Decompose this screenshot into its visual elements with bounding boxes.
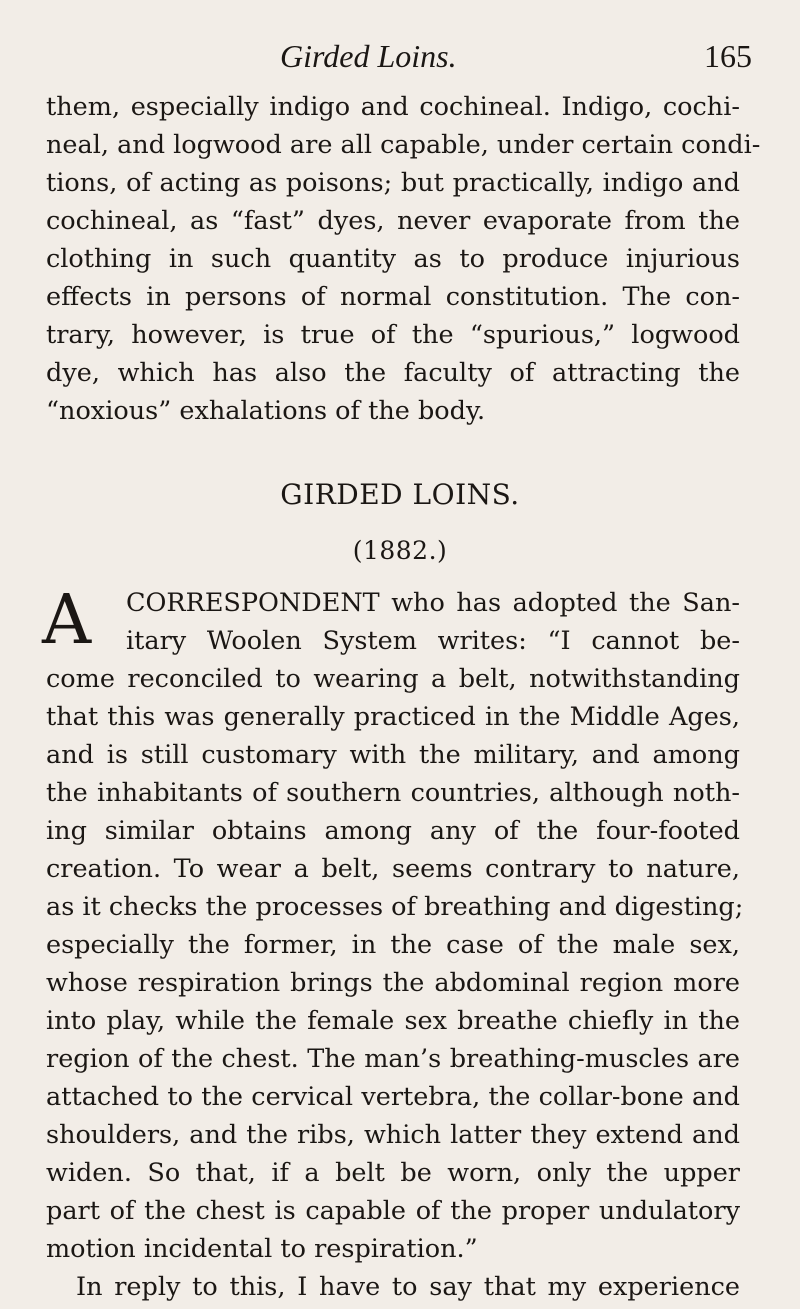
text-line: clothing in such quantity as to produce injurious <box>46 244 740 274</box>
page-number: 165 <box>704 38 752 74</box>
paragraph-dyes <box>46 88 761 430</box>
text-line: widen. So that, if a belt be worn, only the upper <box>46 1158 740 1188</box>
text-line: “noxious” exhalations of the body. <box>46 396 486 426</box>
text-line: itary Woolen System writes: “I cannot be- <box>126 626 740 656</box>
text-line: the inhabitants of southern countries, although noth- <box>46 778 740 808</box>
text-line: whose respiration brings the abdominal region more <box>46 968 740 998</box>
text-line: as it checks the processes of breathing and digesting; <box>46 892 744 922</box>
running-title: Girded Loins. <box>280 38 457 74</box>
text-line: attached to the cervical vertebra, the collar-bone and <box>46 1082 740 1112</box>
text-line: into play, while the female sex breathe chiefly in the <box>46 1006 740 1036</box>
text-line: neal, and logwood are all capable, under certain condi- <box>46 130 761 160</box>
text-line: shoulders, and the ribs, which latter they extend and <box>46 1120 740 1150</box>
text-line: ing similar obtains among any of the four-footed <box>46 816 740 846</box>
section-title: GIRDED LOINS. <box>280 478 520 511</box>
running-header <box>0 38 800 78</box>
text-line: trary, however, is true of the “spurious,” logwood <box>46 320 740 350</box>
text-line: especially the former, in the case of the male sex, <box>46 930 740 960</box>
text-line: come reconciled to wearing a belt, notwithstanding <box>46 664 740 694</box>
text-line: effects in persons of normal constitution. The con- <box>46 282 740 312</box>
text-line: region of the chest. The man’s breathing-muscles are <box>46 1044 740 1074</box>
text-line: and is still customary with the military, and among <box>46 740 740 770</box>
text-line: CORRESPONDENT who has adopted the San- <box>126 588 740 618</box>
text-line: that this was generally practiced in the Middle Ages, <box>46 702 740 732</box>
text-line: cochineal, as “fast” dyes, never evaporate from the <box>46 206 740 236</box>
text-line: creation. To wear a belt, seems contrary to nature, <box>46 854 740 884</box>
text-line: In reply to this, I have to say that my experience <box>76 1272 740 1302</box>
drop-cap: A <box>42 581 92 660</box>
text-line: motion incidental to respiration.” <box>46 1234 478 1264</box>
text-line: part of the chest is capable of the proper undulatory <box>46 1196 740 1226</box>
text-line: dye, which has also the faculty of attracting the <box>46 358 740 388</box>
dropcap-lines <box>126 584 740 660</box>
text-line: them, especially indigo and cochineal. Indigo, cochi- <box>46 92 740 122</box>
section-date: (1882.) <box>352 536 448 565</box>
paragraph-letter <box>46 660 744 1306</box>
text-line: tions, of acting as poisons; but practically, indigo and <box>46 168 740 198</box>
